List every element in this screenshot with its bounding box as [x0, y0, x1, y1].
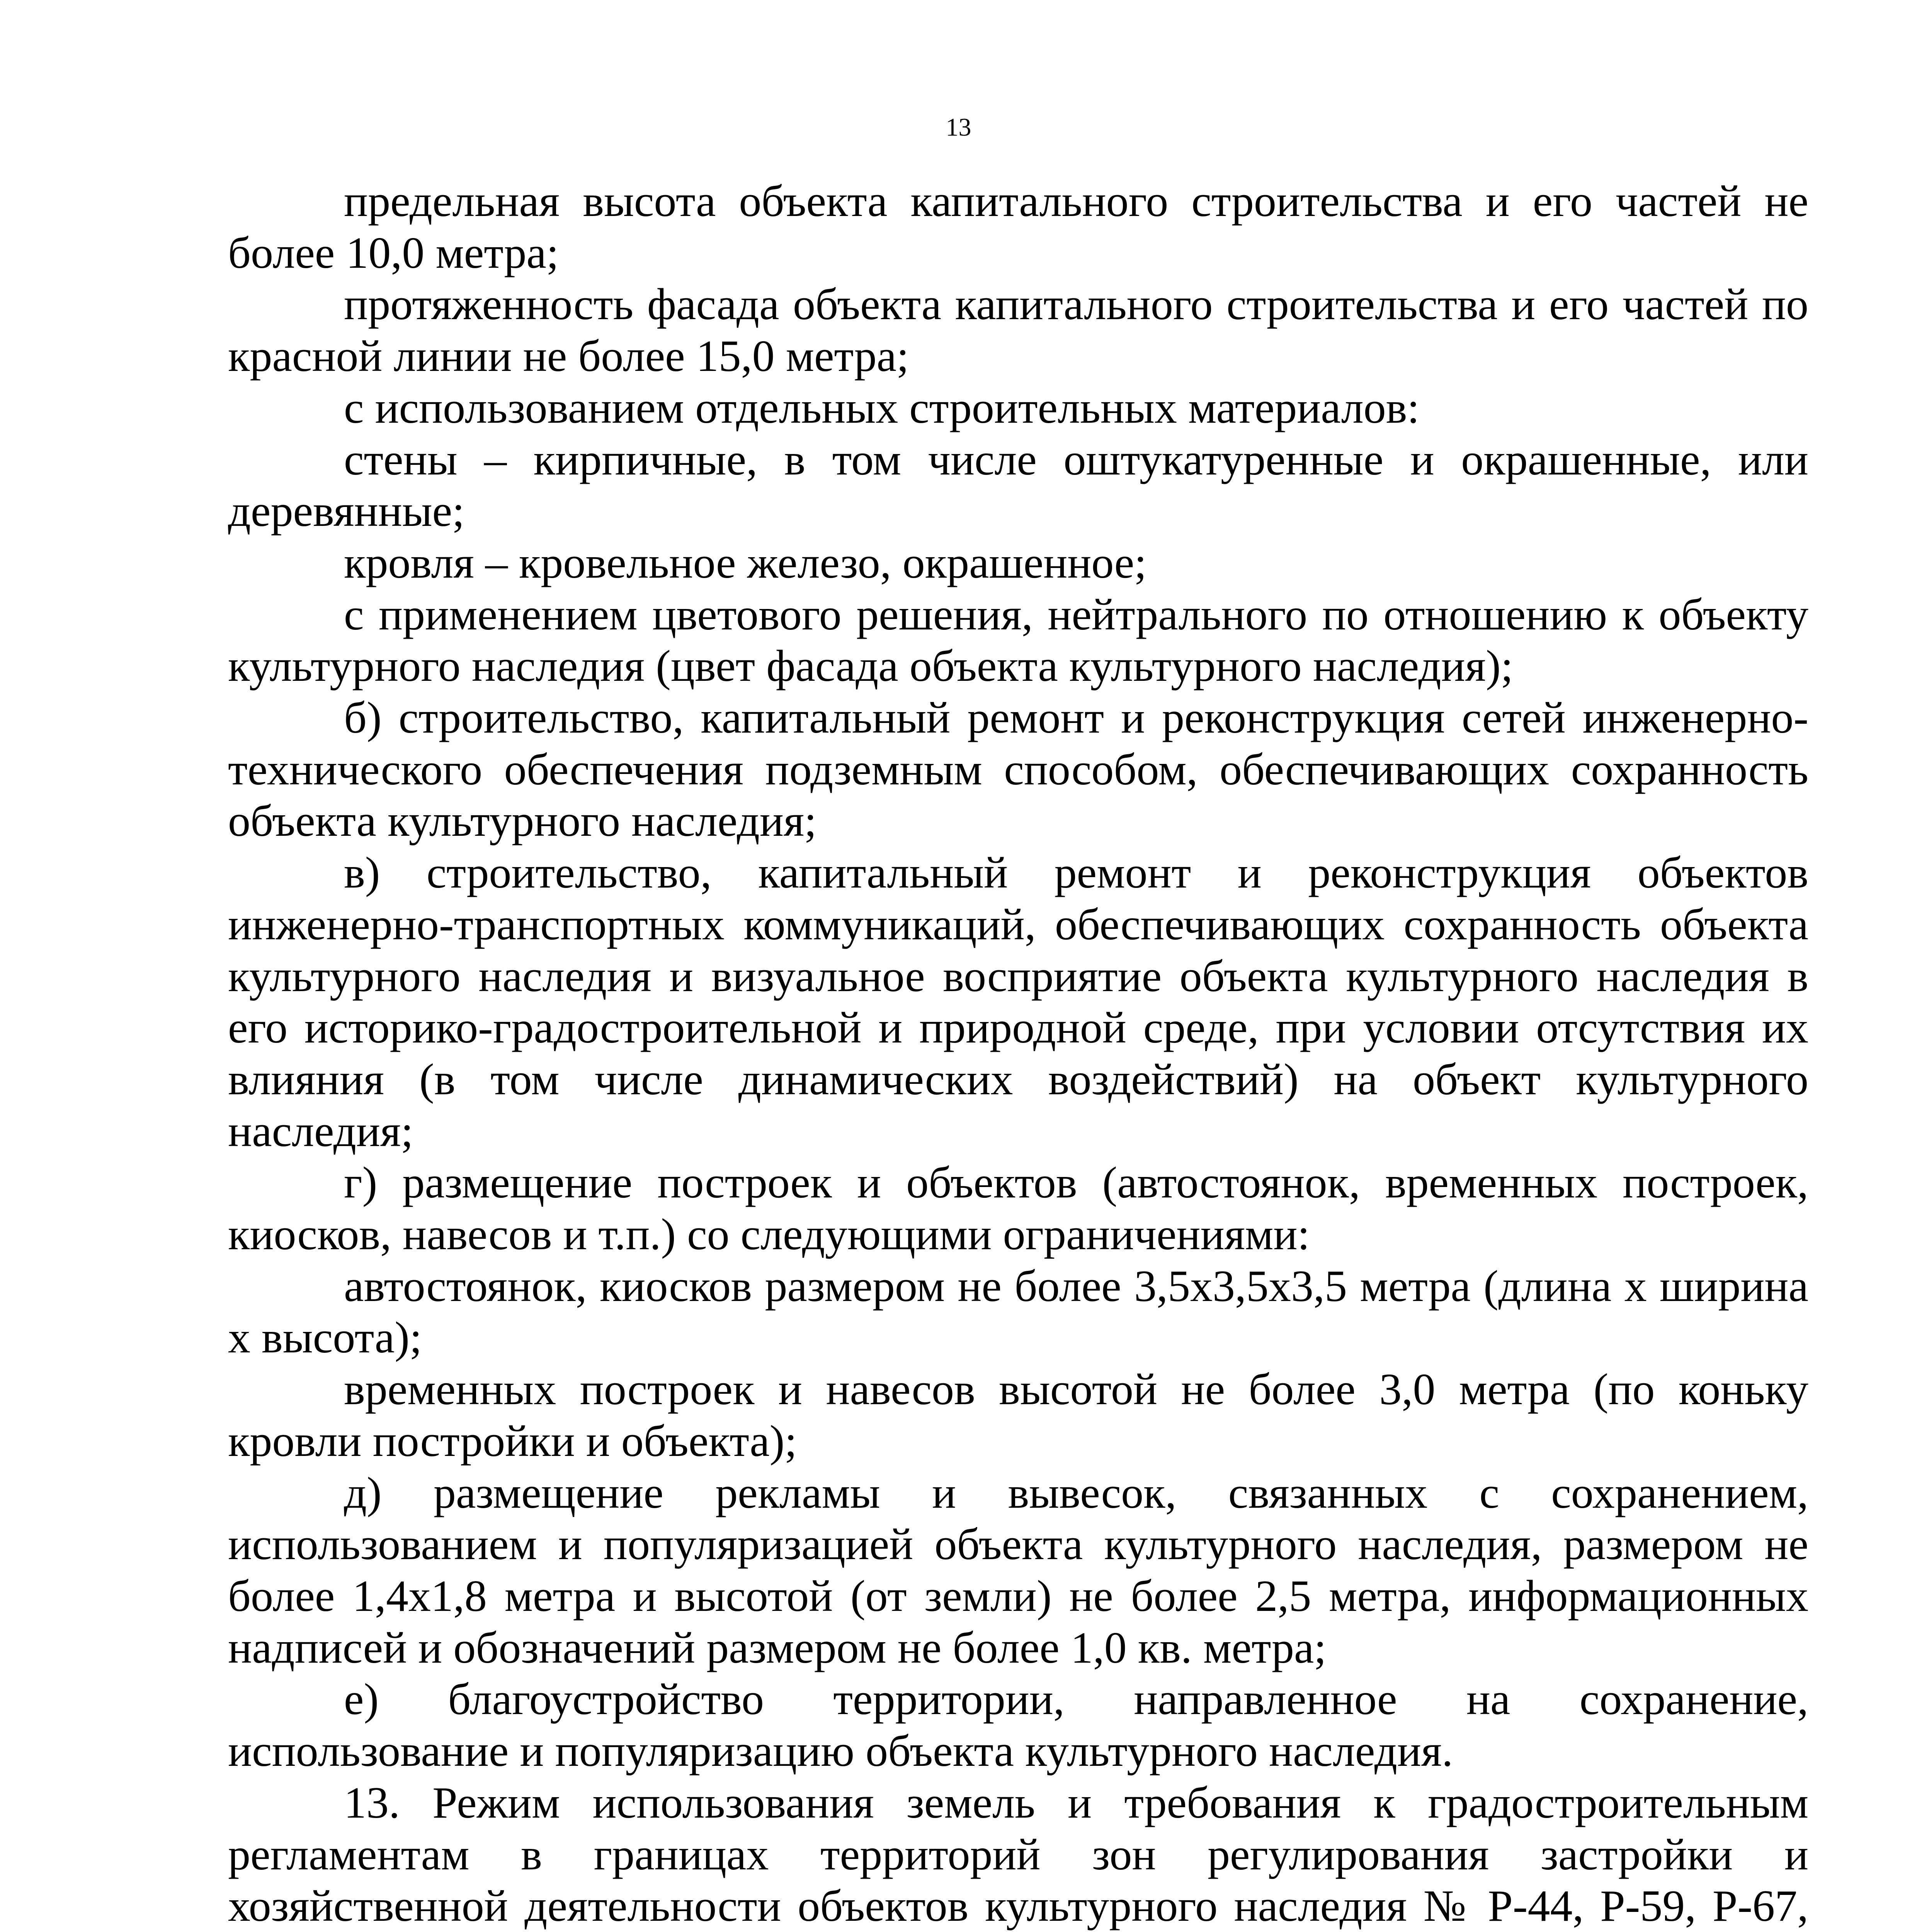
paragraph-item-g-buildings-placement: г) размещение построек и объектов (автостоянок, временных построек, киосков, навесов и т.п.) со следующими ограничениями: [228, 1158, 1808, 1260]
page-number: 13 [946, 113, 971, 141]
paragraph-item-b-underground-networks: б) строительство, капитальный ремонт и реконструкция сетей инженерно-технического обеспечения подземным способом, обеспечивающих сохранность объекта культурного наследия; [228, 693, 1808, 846]
paragraph-item-d-advertising: д) размещение рекламы и вывесок, связанных с сохранением, использованием и популяризацией объекта культурного наследия, размером не более 1,4х1,8 метра и высотой (от земли) не более 2,5 метра, информационных надписей и обозначений размером не более 1,0 кв. метра; [228, 1468, 1808, 1673]
paragraph-walls: стены – кирпичные, в том числе оштукатуренные и окрашенные, или деревянные; [228, 435, 1808, 536]
document-body [228, 176, 1808, 1932]
paragraph-item-v-transport-communications: в) строительство, капитальный ремонт и реконструкция объектов инженерно-транспортных коммуникаций, обеспечивающих сохранность объекта культурного наследия и визуальное восприятие объекта культурного наследия в его историко-градостроительной и природной среде, при условии отсутствия их влияния (в том числе динамических воздействий) на объект культурного наследия; [228, 848, 1808, 1156]
paragraph-materials-intro: с использованием отдельных строительных материалов: [344, 383, 1420, 433]
paragraph-color-solution: с применением цветового решения, нейтрального по отношению к объекту культурного наследия (цвет фасада объекта культурного наследия); [228, 590, 1808, 691]
paragraph-section-13: 13. Режим использования земель и требования к градостроительным регламентам в границах территорий зон регулирования застройки и хозяйственной деятельности объектов культурного наследия № Р-44, Р-59, Р-67, [228, 1778, 1808, 1931]
paragraph-parking-kiosks: автостоянок, киосков размером не более 3,5х3,5х3,5 метра (длина х ширина х высота); [228, 1261, 1808, 1363]
paragraph-facade-length: протяженность фасада объекта капитального строительства и его частей по красной линии не более 15,0 метра; [228, 280, 1808, 381]
paragraph-max-height: предельная высота объекта капитального строительства и его частей не более 10,0 метра; [228, 177, 1808, 278]
paragraph-roof: кровля – кровельное железо, окрашенное; [344, 538, 1147, 588]
paragraph-temporary-buildings: временных построек и навесов высотой не более 3,0 метра (по коньку кровли постройки и объекта); [228, 1365, 1808, 1466]
paragraph-item-e-landscaping: е) благоустройство территории, направленное на сохранение, использование и популяризацию объекта культурного наследия. [228, 1675, 1808, 1776]
